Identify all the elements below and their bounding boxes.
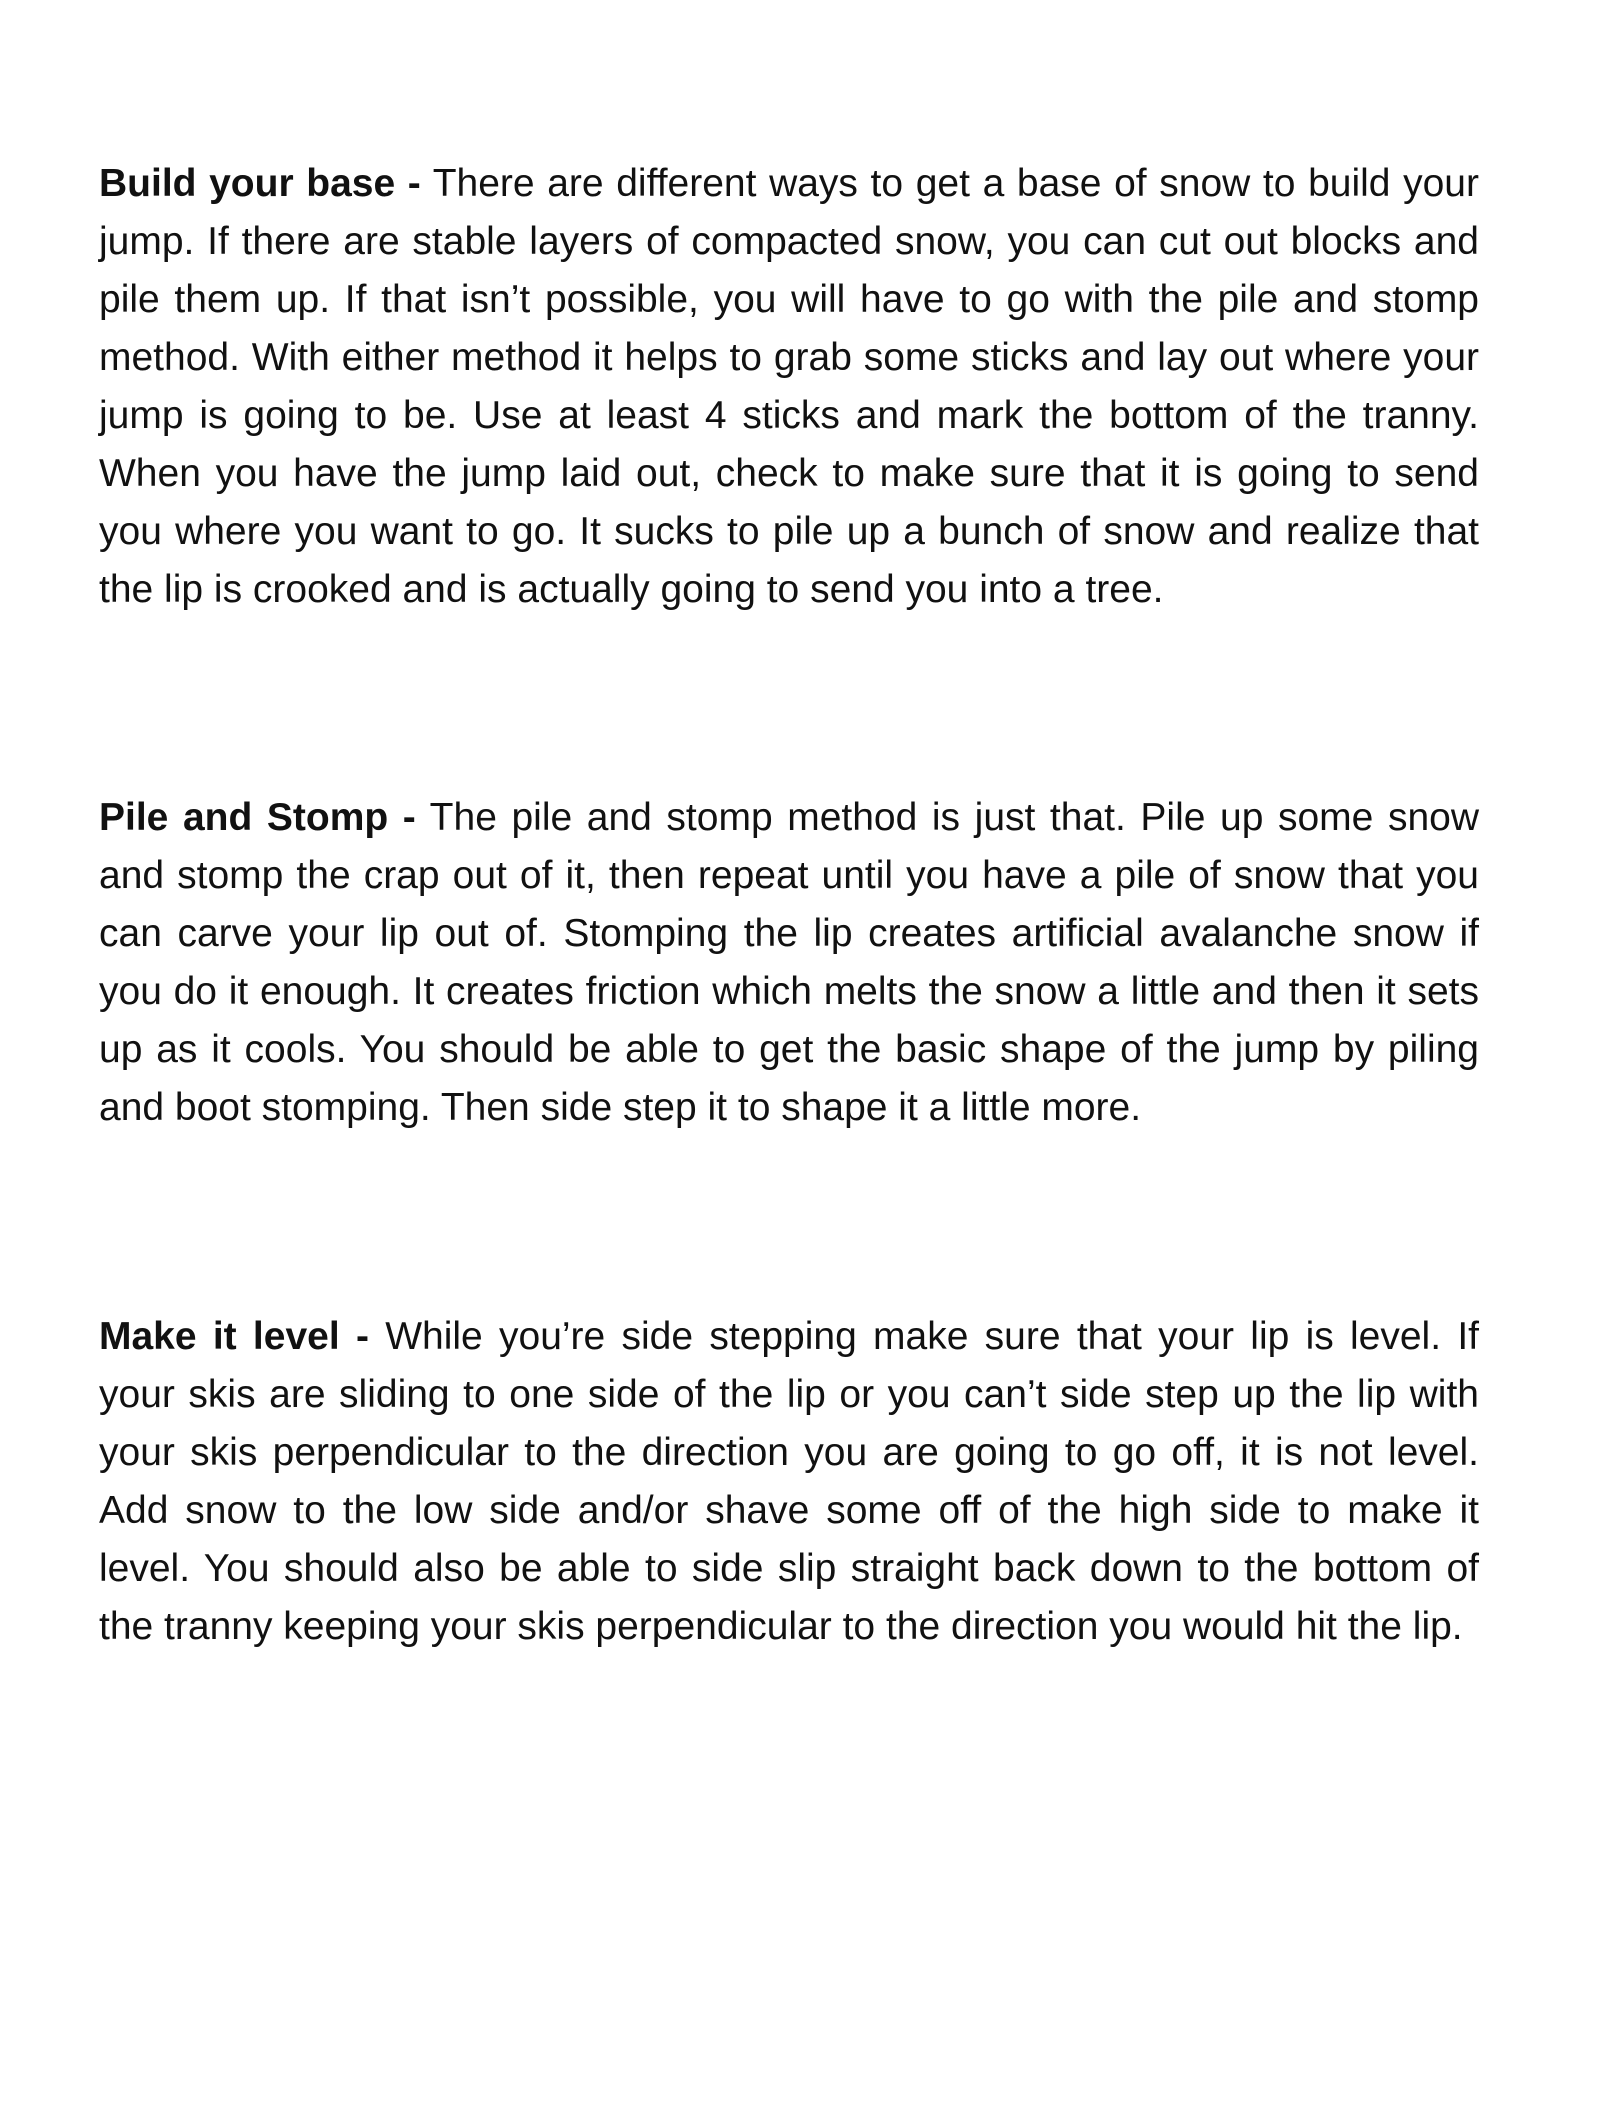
paragraph-heading: Make it level - bbox=[99, 1315, 369, 1358]
paragraph-body: The pile and stomp method is just that. Pile up some snow and stomp the crap out of it, then repeat until you have a pile of snow that you can carve your lip out of. Stomping the lip creates artificial avalanche snow if you do it enough. It creates friction which melts the snow a little and then it sets up as it cools. You should be able to get the basic shape of the jump by piling and boot stomping. Then side step it to shape it a little more. bbox=[99, 796, 1479, 1129]
paragraph-heading: Build your base - bbox=[99, 162, 421, 205]
paragraph-build-your-base bbox=[99, 155, 1479, 619]
paragraph-body: While you’re side stepping make sure that your lip is level. If your skis are sliding to one side of the lip or you can’t side step up the lip with your skis perpendicular to the direction you are going to go off, it is not level. Add snow to the low side and/or shave some off of the high side to make it level. You should also be able to side slip straight back down to the bottom of the tranny keeping your skis perpendicular to the direction you would hit the lip. bbox=[99, 1315, 1479, 1648]
paragraph-make-it-level bbox=[99, 1308, 1479, 1656]
paragraph-body: There are different ways to get a base of snow to build your jump. If there are stable layers of compacted snow, you can cut out blocks and pile them up. If that isn’t possible, you will have to go with the pile and stomp method. With either method it helps to grab some sticks and lay out where your jump is going to be. Use at least 4 sticks and mark the bottom of the tranny. When you have the jump laid out, check to make sure that it is going to send you where you want to go. It sucks to pile up a bunch of snow and realize that the lip is crooked and is actually going to send you into a tree. bbox=[99, 162, 1479, 611]
paragraph-heading: Pile and Stomp - bbox=[99, 796, 416, 839]
paragraph-pile-and-stomp bbox=[99, 789, 1479, 1137]
